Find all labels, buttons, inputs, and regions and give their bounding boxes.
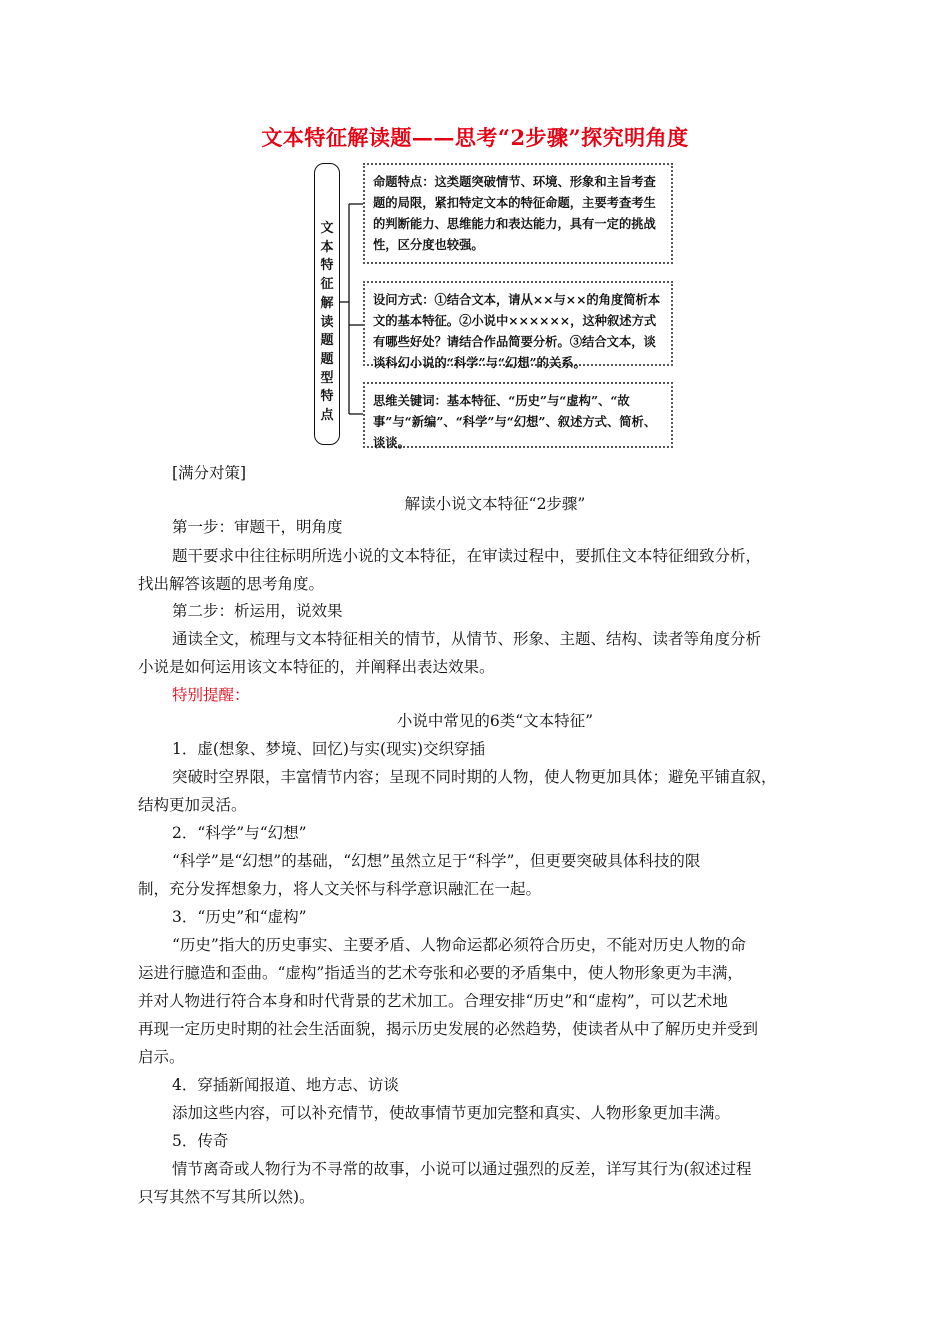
feature5-text-line: 情节离奇或人物行为不寻常的故事，小说可以通过强烈的反差，详写其行为(叙述过程 — [172, 1160, 752, 1178]
tip-label: 特别提醒： — [172, 686, 250, 704]
feature2-text-line: 制，充分发挥想象力，将人文关怀与科学意识融汇在一起。 — [138, 880, 542, 898]
diagram-vertical-label: 文本特征解读题题型特点 — [320, 221, 334, 424]
feature3-text-line: 运进行臆造和歪曲。“虚构”指适当的艺术夸张和必要的矛盾集中，使人物形象更为丰满， — [138, 964, 743, 982]
section-label: [满分对策] — [172, 464, 247, 482]
feature3-text-line: 并对人物进行符合本身和时代背景的艺术加工。合理安排“历史”和“虚构”，可以艺术地 — [138, 992, 728, 1010]
feature3-text-line: 再现一定历史时期的社会生活面貌，揭示历史发展的必然趋势，使读者从中了解历史并受到 — [138, 1020, 759, 1038]
feature2-heading: 2．“科学”与“幻想” — [172, 824, 307, 842]
diagram-box-keywords: 思维关键词：基本特征、“历史”与“虚构”、“故事”与“新编”、“科学”与“幻想”、叙述方式、简析、谈谈。 — [363, 382, 673, 448]
step2-text-line: 通读全文，梳理与文本特征相关的情节，从情节、形象、主题、结构、读者等角度分析 — [172, 630, 762, 648]
feature5-heading: 5．传奇 — [172, 1132, 229, 1150]
feature2-text-line: “科学”是“幻想”的基础，“幻想”虽然立足于“科学”，但更要突破具体科技的限 — [172, 852, 701, 870]
feature1-text-line: 突破时空界限，丰富情节内容；呈现不同时期的人物，使人物更加具体；避免平铺直叙， — [172, 768, 777, 786]
diagram-box-question-forms: 设问方式：①结合文本，请从××与××的角度简析本文的基本特征。②小说中××××××，这种叙述方式有哪些好处？请结合作品简要分析。③结合文本，谈谈科幻小说的“科学”与“幻想”的关系。 — [363, 281, 673, 366]
feature1-heading: 1．虚(想象、梦境、回忆)与实(现实)交织穿插 — [172, 740, 486, 758]
step2-text-line: 小说是如何运用该文本特征的，并阐释出表达效果。 — [138, 658, 495, 676]
feature4-text-line: 添加这些内容，可以补充情节，使故事情节更加完整和真实、人物形象更加丰满。 — [172, 1104, 731, 1122]
step1-heading: 第一步：审题干，明角度 — [172, 518, 343, 536]
step1-text-line: 题干要求中往往标明所选小说的文本特征，在审读过程中，要抓住文本特征细致分析， — [172, 547, 762, 565]
features-title: 小说中常见的6类“文本特征” — [396, 712, 594, 730]
diagram-vertical-label-box — [314, 163, 340, 445]
feature3-text-line: “历史”指大的历史事实、主要矛盾、人物命运都必须符合历史，不能对历史人物的命 — [172, 936, 746, 954]
feature3-text-line: 启示。 — [138, 1048, 185, 1066]
step2-heading: 第二步：析运用，说效果 — [172, 602, 343, 620]
page-title: 文本特征解读题——思考“2步骤”探究明角度 — [261, 125, 689, 150]
feature1-text-line: 结构更加灵活。 — [138, 796, 247, 814]
diagram-box-features: 命题特点：这类题突破情节、环境、形象和主旨考查题的局限，紧扣特定文本的特征命题，主要考查考生的判断能力、思维能力和表达能力，具有一定的挑战性，区分度也较强。 — [363, 163, 673, 264]
feature4-heading: 4．穿插新闻报道、地方志、访谈 — [172, 1076, 399, 1094]
feature3-heading: 3．“历史”和“虚构” — [172, 908, 307, 926]
step1-text-line: 找出解答该题的思考角度。 — [138, 575, 325, 593]
feature5-text-line: 只写其然不写其所以然)。 — [138, 1188, 315, 1206]
steps-title: 解读小说文本特征“2步骤” — [404, 495, 586, 513]
